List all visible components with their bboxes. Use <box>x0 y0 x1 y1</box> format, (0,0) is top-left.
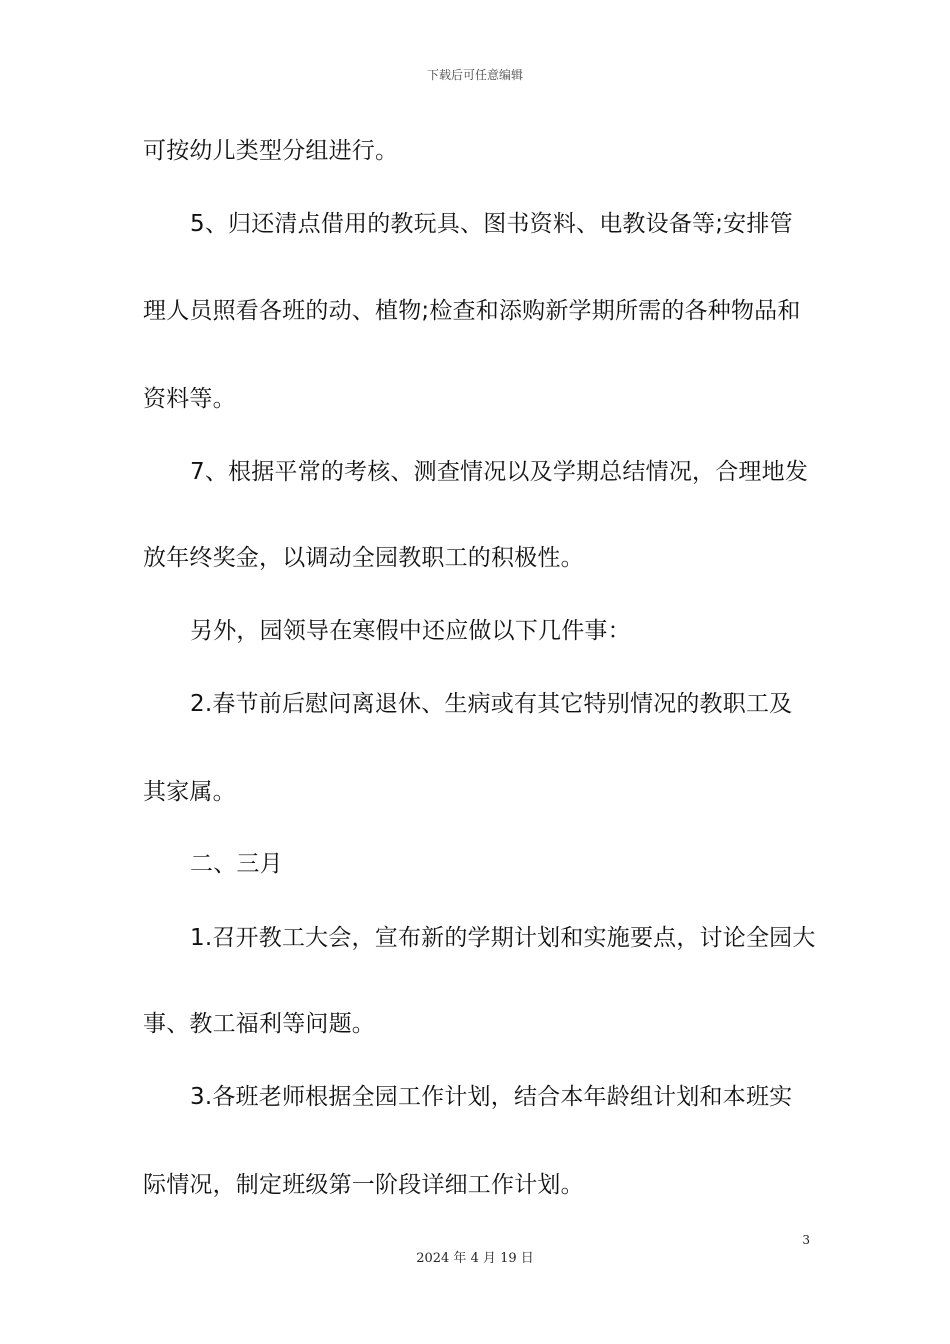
paragraph-line: 其家属。 <box>143 779 236 805</box>
paragraph-line: 资料等。 <box>143 386 236 412</box>
paragraph-line: 可按幼儿类型分组进行。 <box>143 138 399 164</box>
paragraph-line: 1.召开教工大会，宣布新的学期计划和实施要点，讨论全园大 <box>190 925 816 951</box>
paragraph-line: 放年终奖金，以调动全园教职工的积极性。 <box>143 545 584 571</box>
paragraph-line: 3.各班老师根据全园工作计划，结合本年龄组计划和本班实 <box>190 1084 793 1110</box>
paragraph-line: 事、教工福利等问题。 <box>143 1011 375 1037</box>
paragraph-line: 7、根据平常的考核、测查情况以及学期总结情况，合理地发 <box>190 459 809 485</box>
page-header: 下载后可任意编辑 <box>426 68 523 82</box>
paragraph-line: 另外，园领导在寒假中还应做以下几件事： <box>190 618 631 644</box>
paragraph-line: 际情况，制定班级第一阶段详细工作计划。 <box>143 1172 584 1198</box>
page-number: 3 <box>802 1233 810 1247</box>
section-heading: 二、三月 <box>190 851 283 877</box>
paragraph-line: 5、归还清点借用的教玩具、图书资料、电教设备等;安排管 <box>190 211 793 237</box>
paragraph-line: 2.春节前后慰问离退休、生病或有其它特别情况的教职工及 <box>190 691 793 717</box>
footer-date: 2024 年 4 月 19 日 <box>416 1251 534 1266</box>
paragraph-line: 理人员照看各班的动、植物;检查和添购新学期所需的各种物品和 <box>143 298 801 324</box>
